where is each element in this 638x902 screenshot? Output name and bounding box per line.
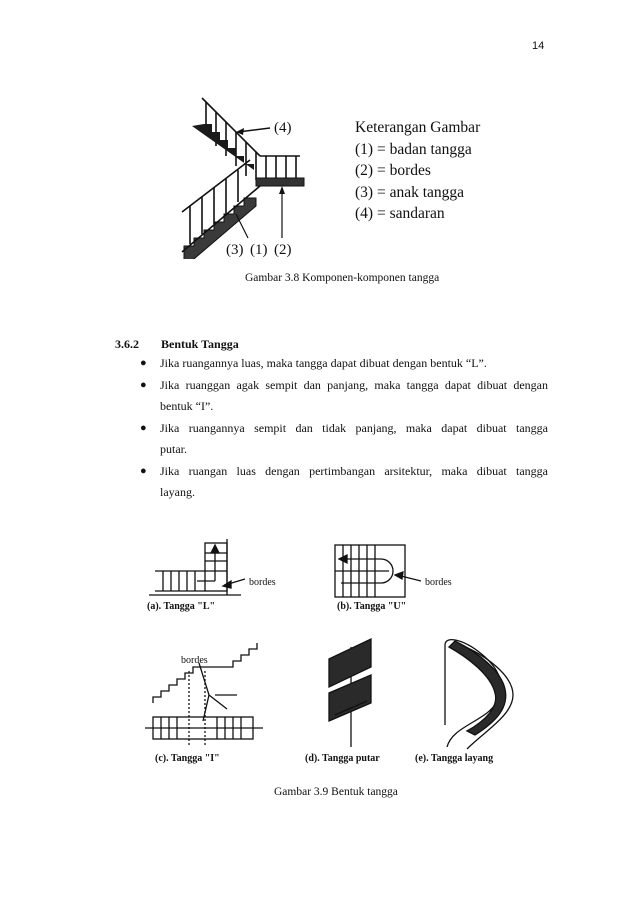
label-b: (b). Tangga "U" (337, 601, 407, 612)
section-heading (115, 337, 239, 352)
label-e: (e). Tangga layang (415, 753, 494, 764)
list-item-text: Jika ruangan luas dengan pertimbangan arsitektur, maka dibuat tangga (160, 464, 548, 478)
list-item-text: Jika ruangannya sempit dan tidak panjang, maka dapat dibuat tangga (160, 421, 548, 435)
stair-l-drawing (149, 539, 245, 595)
legend-title: Keterangan Gambar (355, 119, 481, 136)
callout-4: (4) (274, 120, 292, 136)
callout-1: (1) (250, 242, 268, 258)
label-c: (c). Tangga "I" (155, 753, 220, 764)
bullet-dot: ● (140, 422, 147, 434)
figure-caption: Gambar 3.8 Komponen-komponen tangga (245, 272, 440, 284)
list-item-text: Jika ruangannya luas, maka tangga dapat dibuat dengan bentuk “L”. (160, 356, 487, 370)
callout-2: (2) (274, 242, 292, 258)
legend-item: (2) = bordes (355, 162, 431, 179)
bullet-dot: ● (140, 465, 147, 477)
stair-u-drawing (335, 545, 421, 597)
stair-floating-drawing (445, 640, 513, 749)
list-item (138, 461, 548, 503)
legend-item: (4) = sandaran (355, 205, 445, 222)
label-a: (a). Tangga "L" (147, 601, 216, 612)
list-item-text-cont: putar. (160, 442, 187, 456)
section-title: Bentuk Tangga (161, 337, 239, 351)
stair-shapes-figure (145, 535, 525, 770)
list-item (138, 375, 548, 417)
label-d: (d). Tangga putar (305, 753, 380, 764)
callout-3: (3) (226, 242, 244, 258)
page-number: 14 (532, 40, 545, 52)
figure-caption: Gambar 3.9 Bentuk tangga (274, 786, 398, 798)
list-item (138, 353, 548, 374)
list-item-text-cont: bentuk “I”. (160, 399, 214, 413)
label-bordes-c: bordes (181, 655, 208, 666)
figure-legend (355, 117, 480, 225)
bullet-dot: ● (140, 379, 147, 391)
bullet-list (138, 353, 548, 504)
label-bordes-a: bordes (249, 577, 276, 588)
legend-item: (1) = badan tangga (355, 140, 472, 158)
bullet-dot: ● (140, 357, 147, 369)
list-item-text: Jika ruanggan agak sempit dan panjang, maka tangga dapat dibuat dengan (160, 378, 548, 392)
label-bordes-b: bordes (425, 577, 452, 588)
list-item-text-cont: layang. (160, 485, 195, 499)
legend-item: (3) = anak tangga (355, 183, 465, 201)
section-number: 3.6.2 (115, 337, 139, 351)
list-item (138, 418, 548, 460)
stair-components-figure (170, 94, 320, 259)
stair-spiral-drawing (329, 639, 371, 747)
